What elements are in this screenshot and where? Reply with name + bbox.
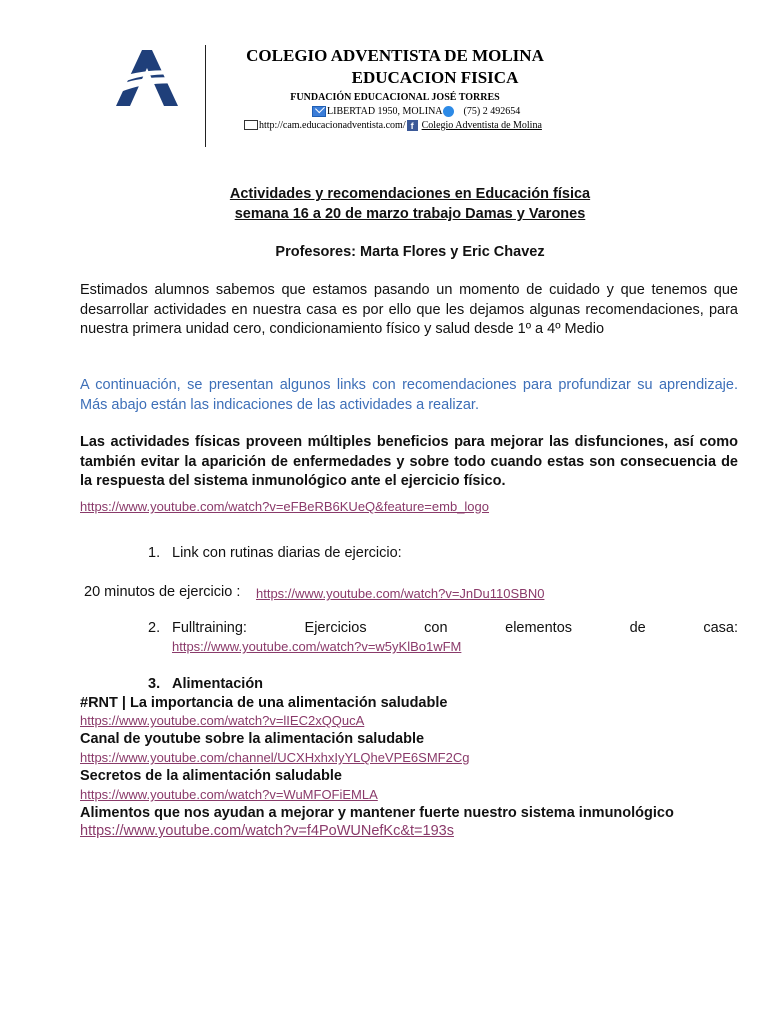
main-video-link[interactable]: https://www.youtube.com/watch?v=eFBeRB6KUeQ&feature=emb_logo — [80, 499, 489, 514]
links-note-paragraph: A continuación, se presentan algunos links con recomendaciones para profundizar su aprendizaje. Más abajo están las indicaciones de las actividades a realizar. — [80, 377, 738, 413]
item2-link[interactable]: https://www.youtube.com/watch?v=w5yKlBo1wFM — [172, 639, 462, 654]
twenty-min-label: 20 minutos de ejercicio : — [84, 584, 241, 600]
department-name: EDUCACION FISICA — [351, 68, 519, 87]
facebook-link[interactable]: Colegio Adventista de Molina — [421, 120, 542, 131]
contact-line — [312, 106, 520, 117]
item1-label: Link con rutinas diarias de ejercicio: — [172, 545, 402, 561]
intro-paragraph: Estimados alumnos sabemos que estamos pasando un momento de cuidado y que tenemos que desarrollar actividades en nuestra casa es por ello que les dejamos algunas recomendaciones, para nuestra primera unidad cero, condicionamiento físico y salud desde 1º a 4º Medio — [80, 282, 738, 337]
website-link[interactable]: http://cam.educacionadventista.com/ — [259, 120, 406, 131]
facebook-icon: f — [407, 120, 418, 131]
item3-label: Alimentación — [172, 676, 264, 692]
nutrition-link[interactable]: https://www.youtube.com/watch?v=WuMFOFiEMLA — [80, 787, 378, 802]
twenty-min-link[interactable]: https://www.youtube.com/watch?v=JnDu110SBN0 — [256, 586, 545, 601]
phone-icon — [443, 106, 454, 117]
computer-icon — [244, 120, 258, 130]
item2-label: Fulltraining: Ejercicios con elementos de casa: — [172, 620, 738, 636]
document-title-line1: Actividades y recomendaciones en Educación física — [229, 186, 591, 202]
teachers-line: Profesores: Marta Flores y Eric Chavez — [275, 244, 545, 260]
nutrition-title: Canal de youtube sobre la alimentación saludable — [80, 731, 425, 747]
web-line — [244, 120, 542, 131]
nutrition-title: Alimentos que nos ayudan a mejorar y mantener fuerte nuestro sistema inmunológico — [80, 805, 674, 821]
nutrition-title: #RNT | La importancia de una alimentación saludable — [80, 695, 448, 711]
school-logo — [112, 48, 182, 108]
nutrition-title: Secretos de la alimentación saludable — [80, 768, 342, 784]
school-name: COLEGIO ADVENTISTA DE MOLINA — [246, 46, 544, 65]
item3-number: 3. — [148, 676, 161, 692]
address-text: LIBERTAD 1950, MOLINA — [327, 106, 443, 117]
nutrition-link[interactable]: https://www.youtube.com/watch?v=lIEC2xQQucA — [80, 713, 365, 728]
logo-a-icon — [112, 48, 182, 108]
foundation-name: FUNDACIÓN EDUCACIONAL JOSÉ TORRES — [290, 92, 500, 103]
header-divider — [205, 45, 206, 147]
nutrition-link[interactable]: https://www.youtube.com/channel/UCXHxhxIyYLQheVPE6SMF2Cg — [80, 750, 470, 765]
benefits-paragraph: Las actividades físicas proveen múltiples beneficios para mejorar las disfunciones, así como también evitar la aparición de enfermedades y sobre todo cuando estas son consecuencia de la respuesta del sistema inmunológico ante el ejercicio físico. — [80, 434, 738, 489]
mail-icon — [312, 106, 326, 117]
nutrition-link[interactable]: https://www.youtube.com/watch?v=f4PoWUNefKc&t=193s — [80, 823, 454, 839]
item2-number: 2. — [148, 620, 161, 636]
phone-text: (75) 2 492654 — [463, 106, 521, 117]
document-title-line2: semana 16 a 20 de marzo trabajo Damas y Varones — [234, 206, 586, 222]
item1-number: 1. — [148, 545, 161, 561]
